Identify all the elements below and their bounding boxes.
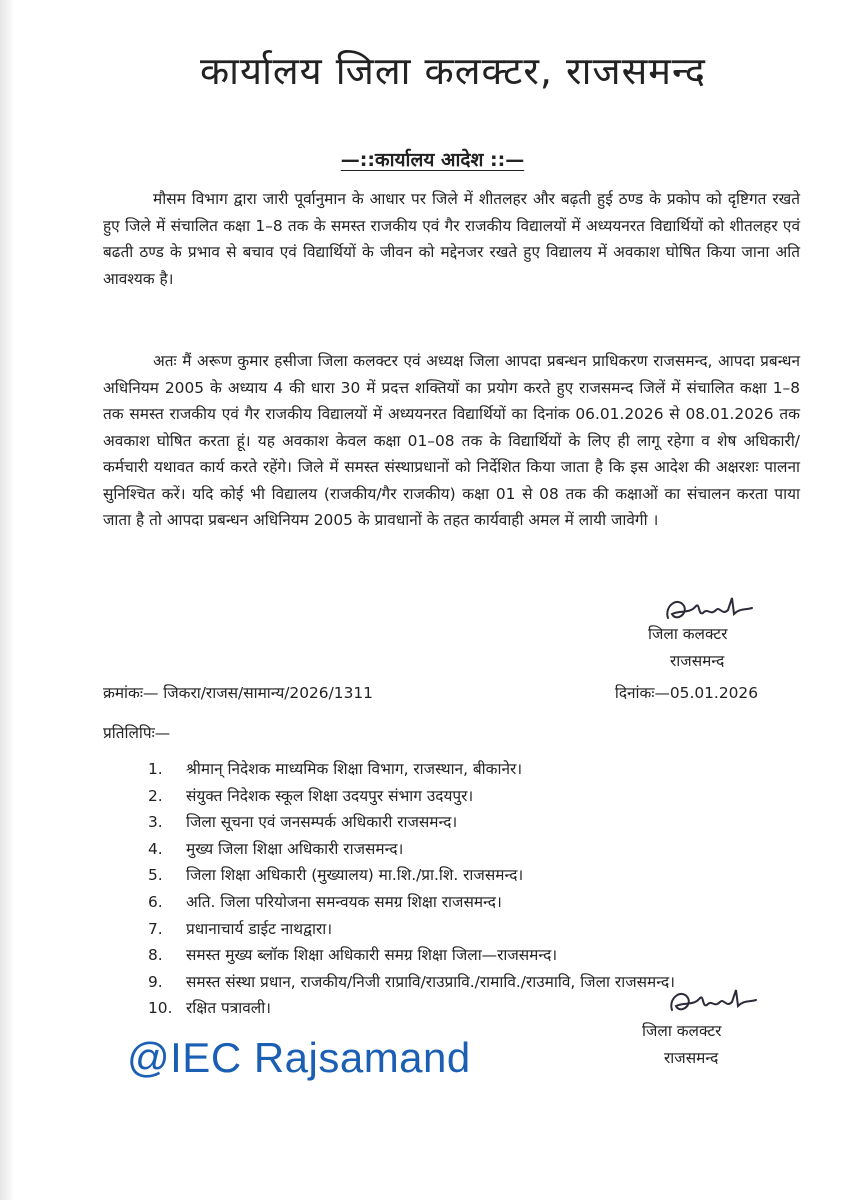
paragraph-1: मौसम विभाग द्वारा जारी पूर्वानुमान के आधार पर जिले में शीतलहर और बढ़ती हुई ठण्ड के प्रकोप को दृष्टिगत रखते हुए जिले में संचालित कक्षा 1–8 तक के समस्त राजकीय एवं गैर राजकीय विद्यालयों में अध्ययनरत विद्यार्थियों को शीतलहर एवं बढती ठण्ड के प्रभाव से बचाव एवं विद्यार्थियों के जीवन को मद्देनजर रखते हुए विद्यालय में अवकाश घोषित किया जाना अति आवश्यक है। xyxy=(103,190,800,288)
office-header: कार्यालय जिला कलक्टर, राजसमन्द xyxy=(200,49,706,93)
page-edge-shadow xyxy=(0,0,14,1200)
list-item-text: समस्त संस्था प्रधान, राजकीय/निजी राप्रावि/राउप्रावि./रामावि./राउमावि, जिला राजसमन्द। xyxy=(186,972,675,991)
signature-block-1 xyxy=(648,621,727,675)
list-item xyxy=(148,916,800,943)
list-item-number: 4. xyxy=(148,839,163,858)
list-item-text: जिला शिक्षा अधिकारी (मुख्यालय) मा.शि./प्रा.शि. राजसमन्द। xyxy=(186,866,524,885)
watermark-text: @IEC Rajsamand xyxy=(127,1034,471,1081)
list-item xyxy=(148,756,800,783)
list-item-number: 5. xyxy=(148,866,163,885)
list-item-text: अति. जिला परियोजना समन्वयक समग्र शिक्षा राजसमन्द। xyxy=(186,892,502,911)
list-item xyxy=(148,809,800,836)
list-item-number: 9. xyxy=(148,972,163,991)
signature-2-designation: जिला कलक्टर xyxy=(642,1022,722,1040)
list-item-text: प्रधानाचार्य डाईट नाथद्वारा। xyxy=(186,919,333,938)
list-item-number: 6. xyxy=(148,892,163,911)
list-item-text: संयुक्त निदेशक स्कूल शिक्षा उदयपुर संभाग उदयपुर। xyxy=(186,786,474,805)
list-item-number: 8. xyxy=(148,946,163,965)
order-title xyxy=(0,146,865,172)
list-item xyxy=(148,889,800,916)
signature-block-2 xyxy=(642,1018,721,1072)
list-item-number: 3. xyxy=(148,813,163,832)
reference-date: दिनांकः—05.01.2026 xyxy=(614,684,758,702)
list-item xyxy=(148,783,800,810)
signature-1-place: राजसमन्द xyxy=(670,652,725,670)
list-item-number: 1. xyxy=(148,760,163,778)
copy-to-list xyxy=(148,756,800,1022)
list-item-text: जिला सूचना एवं जनसम्पर्क अधिकारी राजसमन्द। xyxy=(186,813,458,832)
list-item xyxy=(148,862,800,889)
list-item-text: समस्त मुख्य ब्लॉक शिक्षा अधिकारी समग्र शिक्षा जिला—राजसमन्द। xyxy=(186,946,558,965)
signature-2-place: राजसमन्द xyxy=(664,1049,719,1067)
list-item-number: 7. xyxy=(148,919,163,938)
paragraph-2: अतः मैं अरूण कुमार हसीजा जिला कलक्टर एवं अध्यक्ष जिला आपदा प्रबन्धन प्राधिकरण राजसमन्द, आपदा प्रबन्धन अधिनियम 2005 के अध्याय 4 की धारा 30 में प्रदत्त शक्तियों का प्रयोग करते हुए राजसमन्द जिलें में संचालित कक्षा 1–8 तक समस्त राजकीय एवं गैर राजकीय विद्यालयों में अध्ययनरत विद्यार्थियों का दिनांक 06.01.2026 से 08.01.2026 तक अवकाश घोषित करता हूं। यह अवकाश केवल कक्षा 01–08 तक के विद्यार्थियों के लिए ही लागू रहेगा व शेष अधिकारी/कर्मचारी यथावत कार्य करते रहेंगे। जिले में समस्त संस्थाप्रधानों को निर्देशित किया जाता है कि इस आदेश की अक्षरशः पालना सुनिश्चित करें। यदि कोई भी विद्यालय (राजकीय/गैर राजकीय) कक्षा 01 से 08 तक की कक्षाओं का संचालन करता पाया जाता है तो आपदा प्रबन्धन अधिनियम 2005 के प्रावधानों के तहत कार्यवाही अमल में लायी जावेगी । xyxy=(103,352,800,529)
reference-number: क्रमांकः— जिकरा/राजस/सामान्य/2026/1311 xyxy=(103,684,373,702)
order-title-text: —::कार्यालय आदेश ::— xyxy=(340,149,525,171)
list-item-text: मुख्य जिला शिक्षा अधिकारी राजसमन्द। xyxy=(186,839,404,858)
copy-to-heading: प्रतिलिपिः— xyxy=(103,724,171,742)
signature-1-designation: जिला कलक्टर xyxy=(648,625,728,643)
signature-mark-2 xyxy=(664,984,774,1018)
list-item xyxy=(148,836,800,863)
list-item-text: रक्षित पत्रावली। xyxy=(186,999,272,1018)
list-item-number: 10. xyxy=(148,999,173,1018)
list-item-text: श्रीमान् निदेशक माध्यमिक शिक्षा विभाग, राजस्थान, बीकानेर। xyxy=(186,760,523,778)
list-item xyxy=(148,942,800,969)
list-item-number: 2. xyxy=(148,786,163,805)
